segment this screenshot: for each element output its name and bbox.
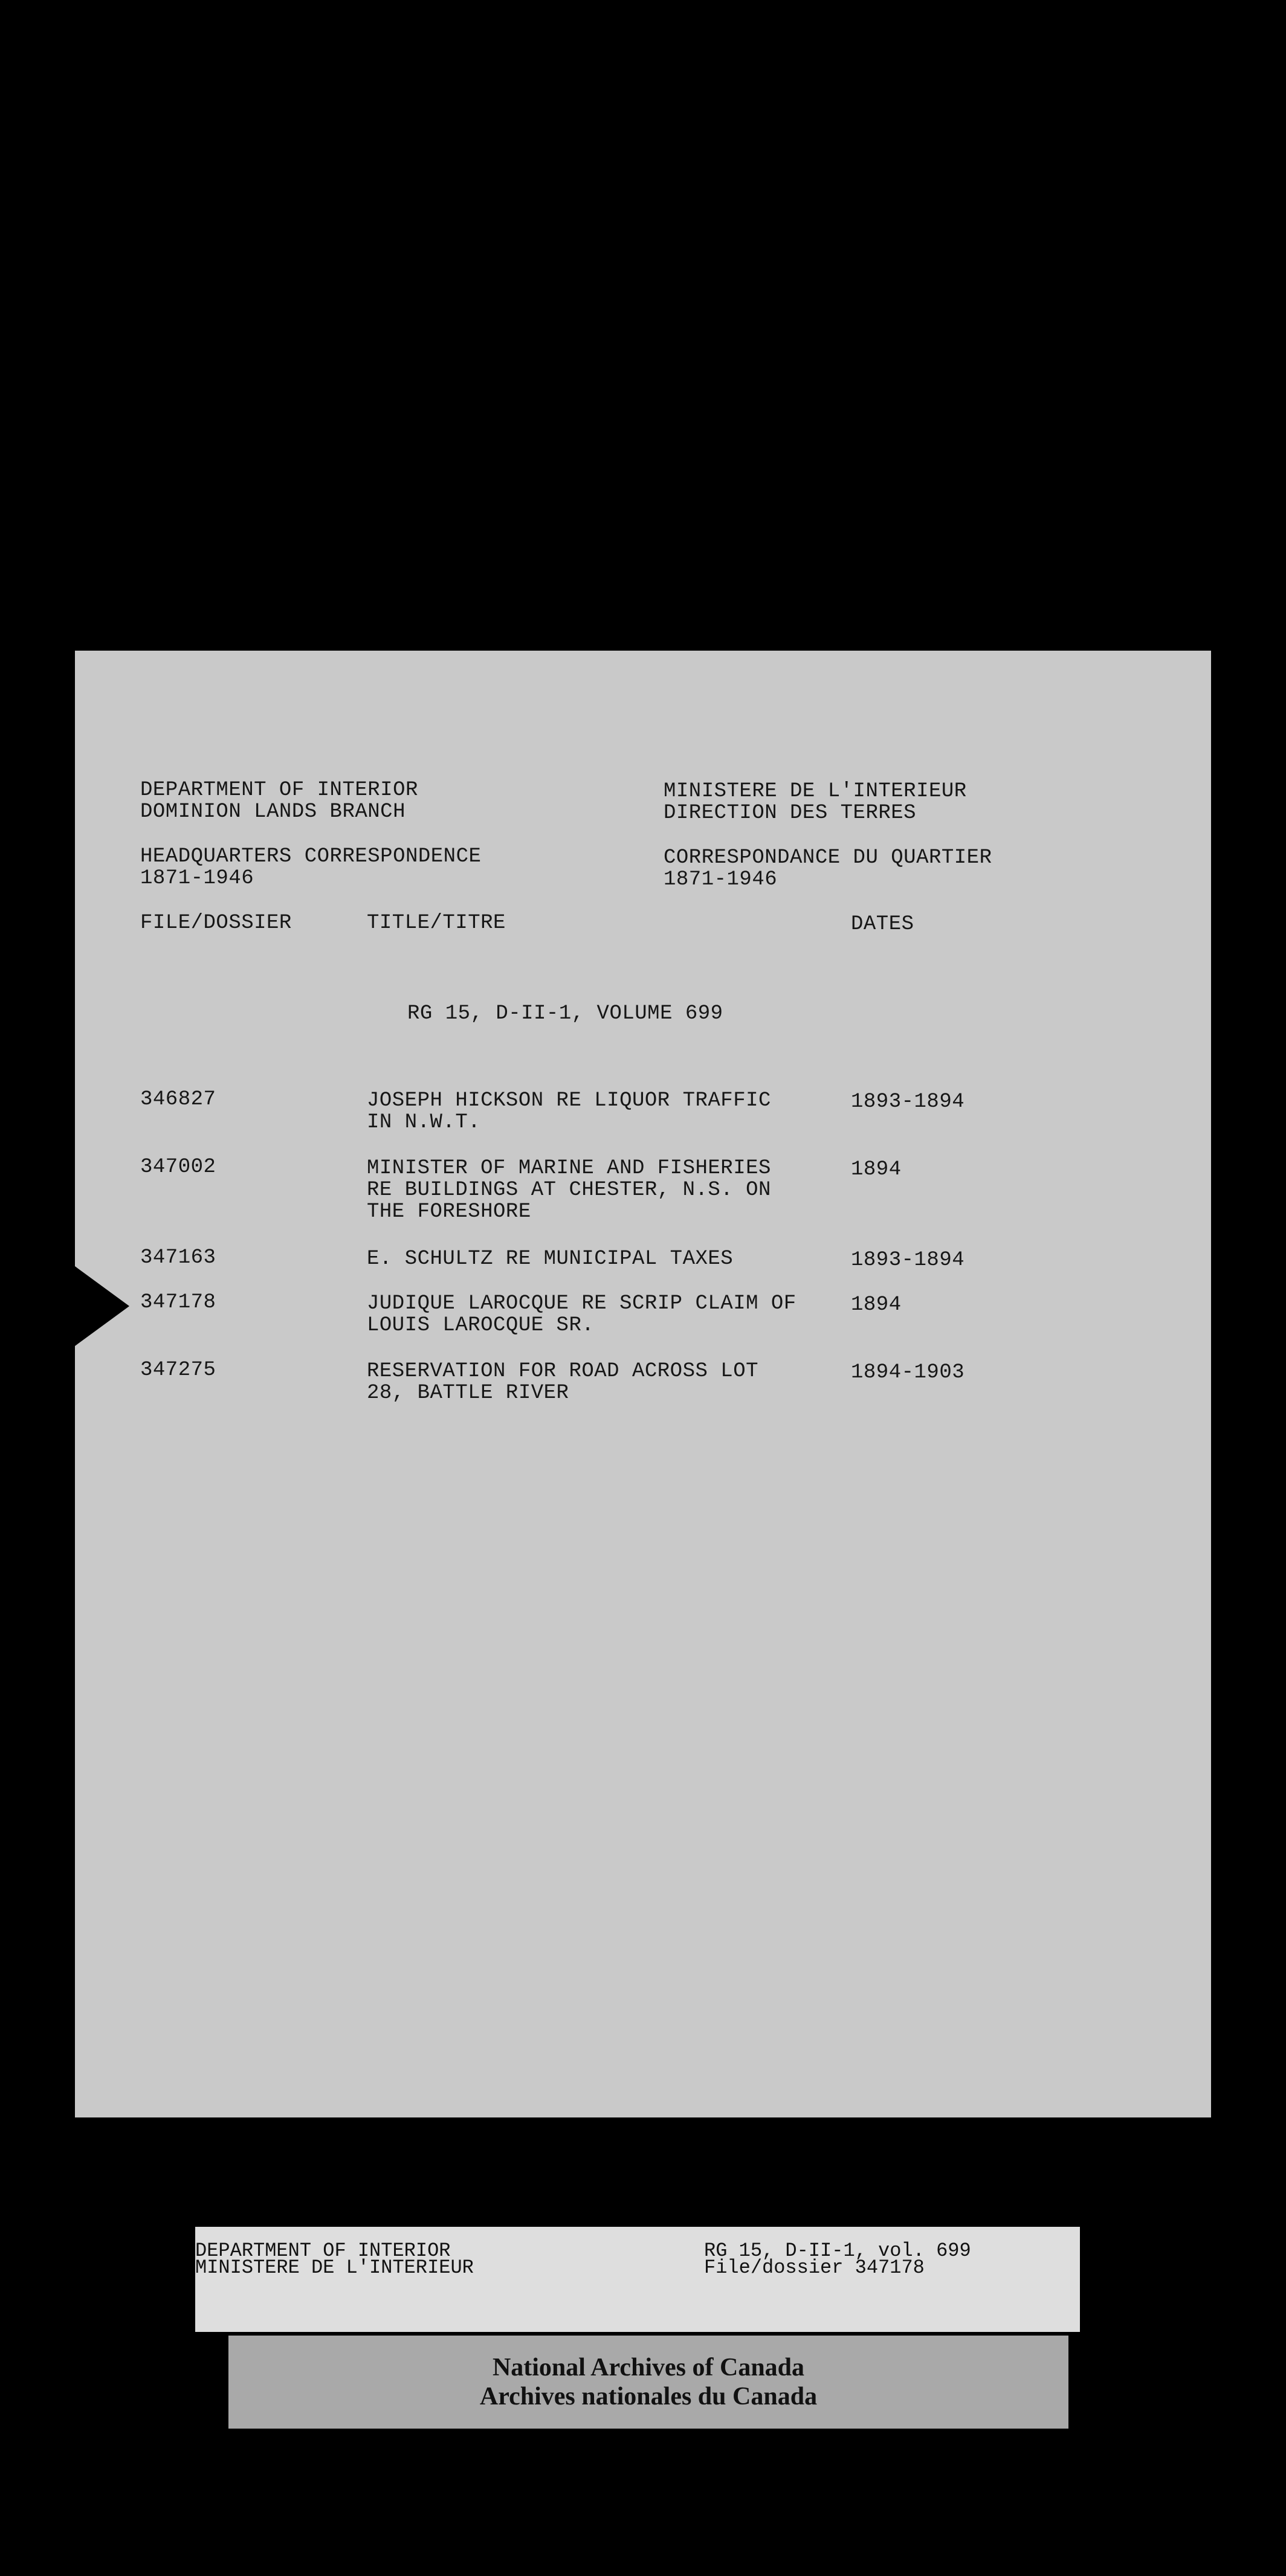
label-file: File/dossier 347178	[704, 2256, 925, 2279]
entry-file: 346827	[140, 1088, 216, 1111]
label-dept-fr: MINISTERE DE L'INTERIEUR	[195, 2256, 474, 2279]
entry-title: RESERVATION FOR ROAD ACROSS LOT	[367, 1360, 759, 1383]
entry-title: JOSEPH HICKSON RE LIQUOR TRAFFIC	[367, 1089, 771, 1112]
col-title: TITLE/TITRE	[367, 912, 506, 935]
branch-name-fr: DIRECTION DES TERRES	[664, 802, 917, 825]
entry-file: 347002	[140, 1156, 216, 1179]
entry-dates: 1893-1894	[851, 1249, 965, 1272]
file-marker-notch	[75, 1266, 129, 1346]
entry-file: 347178	[140, 1291, 216, 1314]
entry-title: MINISTER OF MARINE AND FISHERIES	[367, 1157, 771, 1180]
entry-dates: 1894	[851, 1158, 902, 1181]
archive-name-en: National Archives of Canada	[492, 2354, 805, 2381]
dept-name-en: DEPARTMENT OF INTERIOR	[140, 779, 418, 802]
entry-dates: 1894-1903	[851, 1361, 965, 1384]
entry-dates: 1893-1894	[851, 1090, 965, 1113]
entry-title: THE FORESHORE	[367, 1200, 531, 1223]
volume-reference: RG 15, D-II-1, VOLUME 699	[407, 1002, 723, 1025]
entry-dates: 1894	[851, 1293, 902, 1316]
microfilm-label	[195, 2227, 1080, 2332]
series-fr: CORRESPONDANCE DU QUARTIER	[664, 846, 992, 869]
dept-name-fr: MINISTERE DE L'INTERIEUR	[664, 780, 967, 803]
entry-file: 347163	[140, 1246, 216, 1269]
entry-title: JUDIQUE LAROCQUE RE SCRIP CLAIM OF	[367, 1292, 796, 1315]
entry-title: E. SCHULTZ RE MUNICIPAL TAXES	[367, 1248, 734, 1270]
entry-title: RE BUILDINGS AT CHESTER, N.S. ON	[367, 1179, 771, 1202]
series-en: HEADQUARTERS CORRESPONDENCE	[140, 845, 482, 868]
document-page	[75, 651, 1211, 2117]
label-dept-en: DEPARTMENT OF INTERIOR	[195, 2240, 451, 2262]
archive-name-fr: Archives nationales du Canada	[479, 2383, 818, 2410]
branch-name-en: DOMINION LANDS BRANCH	[140, 800, 406, 823]
years-en: 1871-1946	[140, 867, 254, 890]
entry-file: 347275	[140, 1359, 216, 1382]
archive-stamp	[228, 2336, 1068, 2429]
label-volume: RG 15, D-II-1, vol. 699	[704, 2240, 971, 2262]
col-file: FILE/DOSSIER	[140, 912, 292, 935]
entry-title: IN N.W.T.	[367, 1111, 481, 1134]
entry-title: 28, BATTLE RIVER	[367, 1382, 569, 1405]
col-dates: DATES	[851, 913, 914, 936]
years-fr: 1871-1946	[664, 868, 778, 891]
entry-title: LOUIS LAROCQUE SR.	[367, 1314, 595, 1337]
